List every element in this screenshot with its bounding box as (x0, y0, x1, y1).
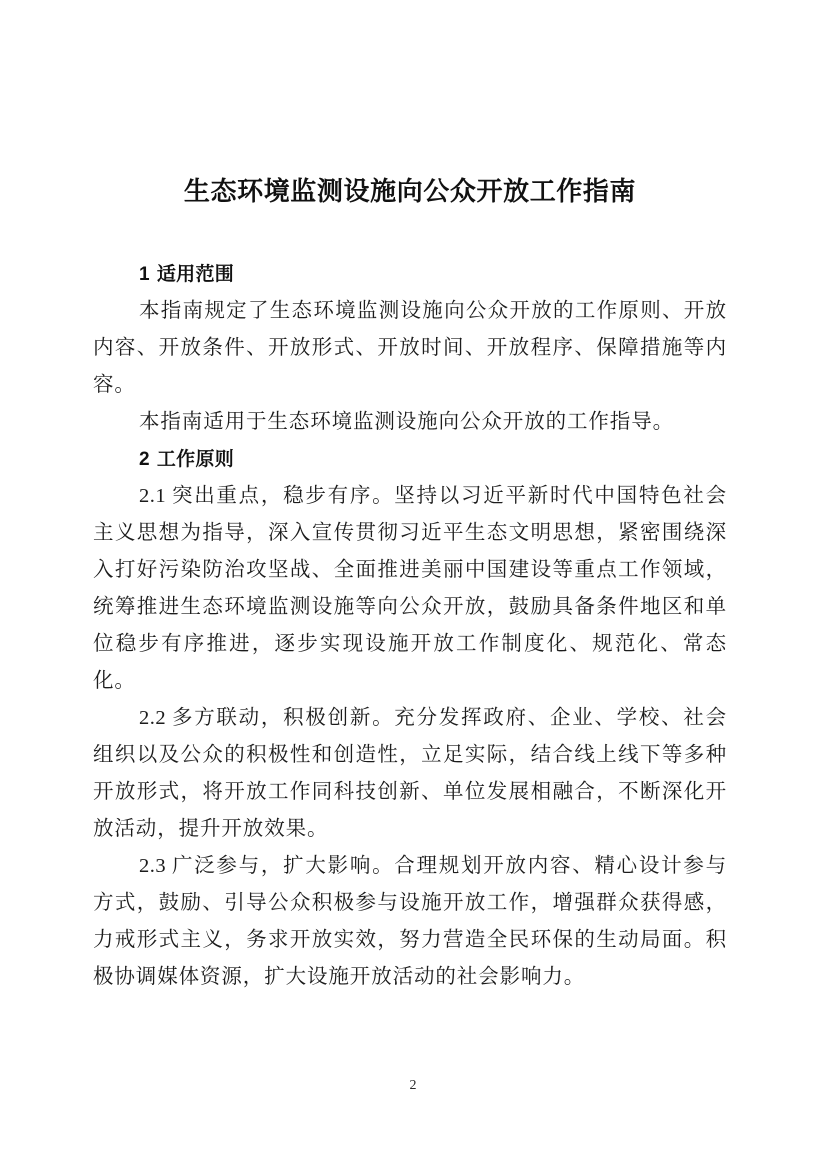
page-content (93, 0, 727, 996)
section-number-1: 1 (139, 264, 150, 285)
clause-number-2-2: 2.2 (139, 707, 167, 729)
page-number-footer: 2 (409, 1078, 417, 1093)
section-title-1: 适用范围 (156, 264, 235, 285)
section-number-2: 2 (139, 449, 150, 470)
clause-text-2-2: 多方联动，积极创新。充分发挥政府、企业、学校、社会组织以及公众的积极性和创造性，立足实际，结合线上线下等多种开放形式，将开放工作同科技创新、单位发展相融合，不断深化开放活动，提升开放效果。 (93, 707, 727, 840)
paragraph-1-2: 本指南适用于生态环境监测设施向公众开放的工作指导。 (139, 411, 674, 433)
page-title: 生态环境监测设施向公众开放工作指南 (183, 176, 637, 206)
paragraph-2-1 (93, 478, 727, 700)
title-spacer (93, 208, 727, 256)
section-heading-1 (93, 256, 727, 293)
clause-text-2-3: 广泛参与，扩大影响。合理规划开放内容、精心设计参与方式，鼓励、引导公众积极参与设施开放工作，增强群众获得感，力戒形式主义，务求开放实效，努力营造全民环保的生动局面。积极协调媒体资源，扩大设施开放活动的社会影响力。 (93, 855, 727, 988)
section-heading-2 (93, 441, 727, 478)
clause-number-2-1: 2.1 (139, 485, 167, 507)
section-title-2: 工作原则 (156, 449, 235, 470)
clause-number-2-3: 2.3 (139, 855, 167, 877)
clause-text-2-1: 突出重点，稳步有序。坚持以习近平新时代中国特色社会主义思想为指导，深入宣传贯彻习近平生态文明思想，紧密围绕深入打好污染防治攻坚战、全面推进美丽中国建设等重点工作领域，统筹推进生态环境监测设施等向公众开放，鼓励具备条件地区和单位稳步有序推进，逐步实现设施开放工作制度化、规范化、常态化。 (93, 485, 727, 692)
paragraph-1-1: 本指南规定了生态环境监测设施向公众开放的工作原则、开放内容、开放条件、开放形式、开放时间、开放程序、保障措施等内容。 (93, 300, 727, 396)
paragraph-2-2 (93, 700, 727, 848)
paragraph-2-3 (93, 848, 727, 996)
